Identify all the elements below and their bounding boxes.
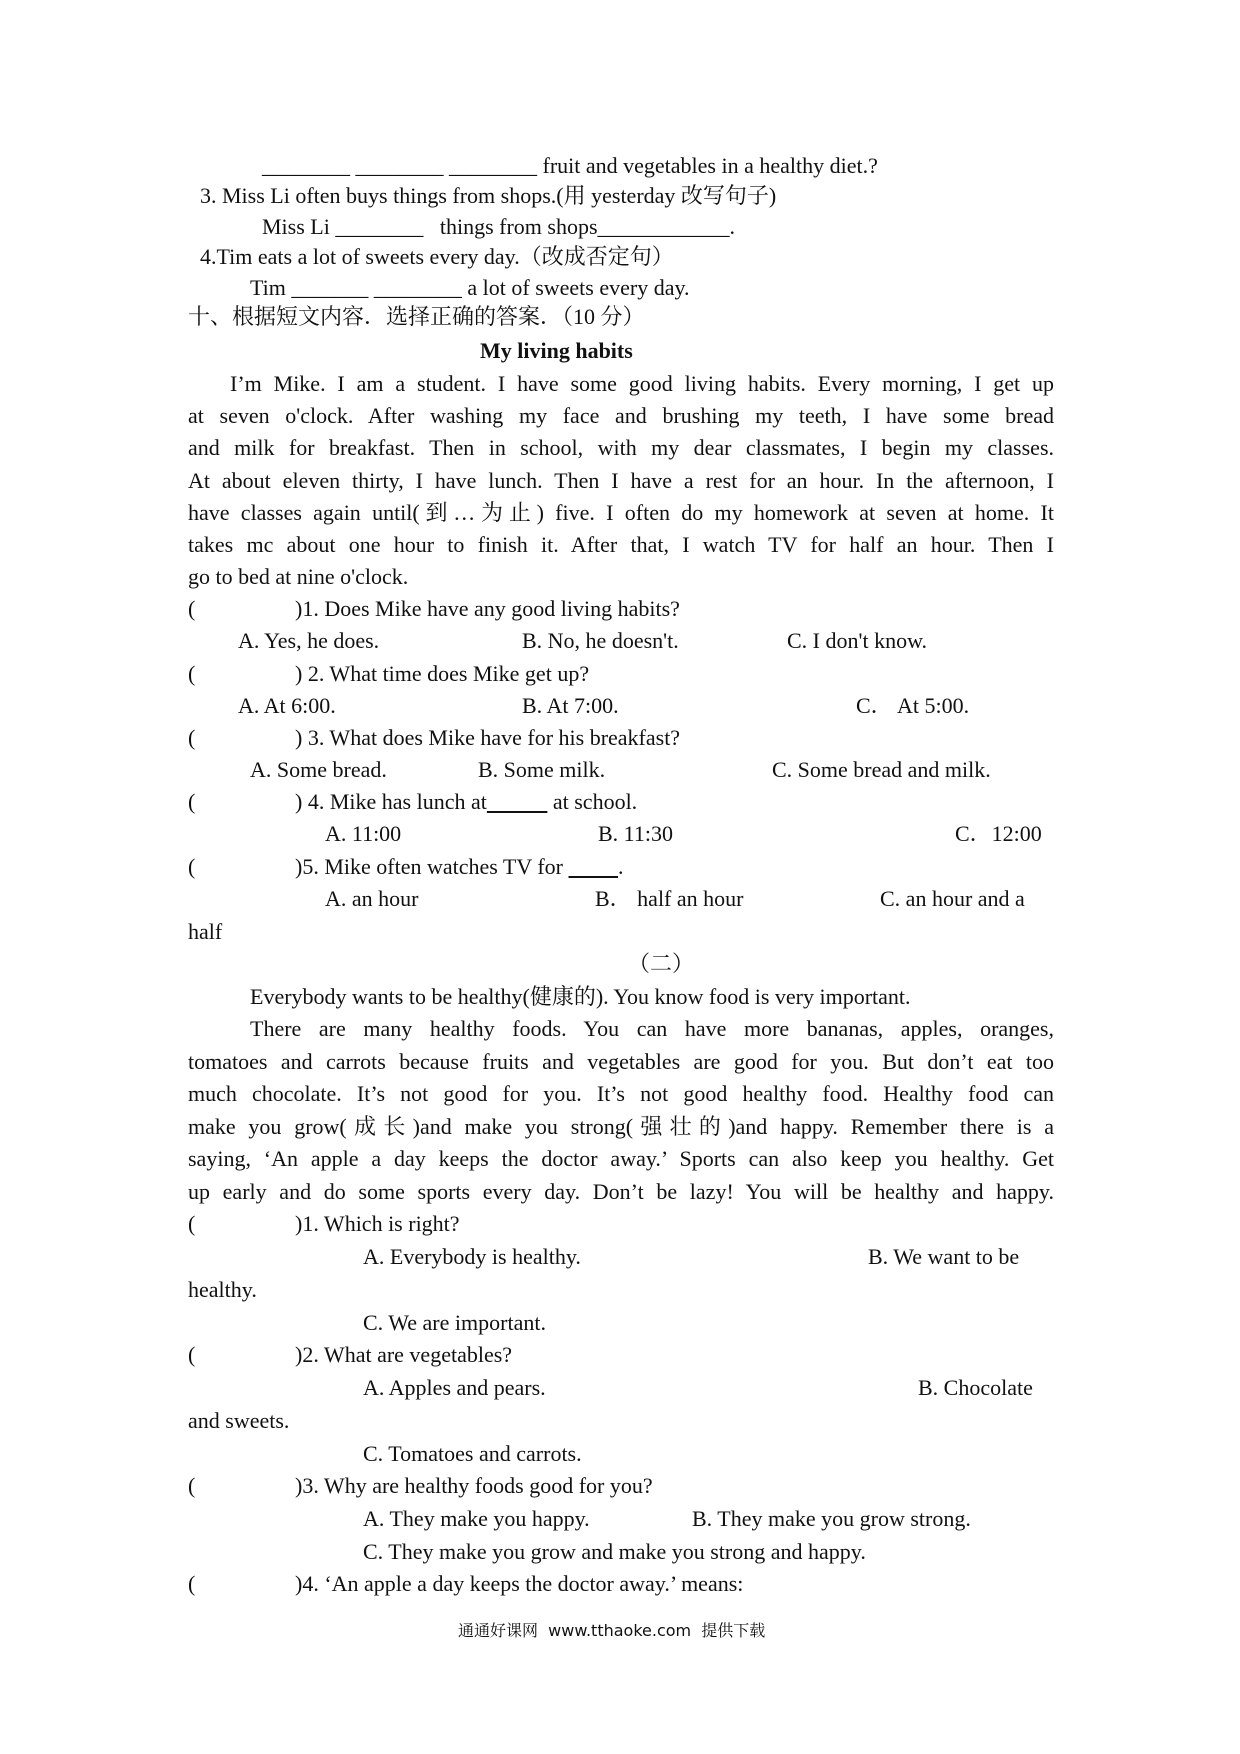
option-c: C. They make you grow and make you strong and happy. xyxy=(363,1539,866,1564)
option-a: A. 11:00 xyxy=(325,821,402,846)
option-a: A. They make you happy. xyxy=(363,1506,590,1531)
option-c: C. I don't know. xyxy=(787,628,928,653)
answer-paren: ( xyxy=(188,854,196,879)
answer-paren: ( xyxy=(188,1342,196,1367)
answer-blank xyxy=(487,789,548,814)
answer-paren: ( xyxy=(188,661,196,686)
question-text: ) 3. What does Mike have for his breakfast? xyxy=(295,725,681,750)
answer-paren: ( xyxy=(188,725,196,750)
answer-paren: ( xyxy=(188,596,196,621)
passage-line: Everybody wants to be healthy(健康的). You know food is very important. xyxy=(250,984,911,1009)
option-c: C. We are important. xyxy=(363,1310,546,1335)
option-c-continued: half xyxy=(188,919,223,944)
answer-paren: ( xyxy=(188,1473,196,1498)
question-text: )1. Which is right? xyxy=(295,1211,460,1236)
passage-title: My living habits xyxy=(480,338,633,363)
option-c: C． At 5:00. xyxy=(856,693,970,718)
passage-line: have classes again until(到…为止) five. I often do my homework at seven at home. It xyxy=(188,500,1054,525)
passage-line: go to bed at nine o'clock. xyxy=(188,564,409,589)
question-text: )3. Why are healthy foods good for you? xyxy=(295,1473,653,1498)
rewrite-line-2: ________ ________ ________ fruit and vegetables in a healthy diet.? xyxy=(262,153,878,178)
option-a: A. Yes, he does. xyxy=(238,628,380,653)
option-a: A. an hour xyxy=(325,886,419,911)
passage-line: At about eleven thirty, I have lunch. Then I have a rest for an hour. In the afternoon, I xyxy=(188,468,1054,493)
question-3: 3. Miss Li often buys things from shops.(用 yesterday 改写句子) xyxy=(200,183,777,208)
passage-line: and milk for breakfast. Then in school, with my dear classmates, I begin my classes. xyxy=(188,435,1054,460)
passage-line: saying, ‘An apple a day keeps the doctor away.’ Sports can also keep you healthy. Get xyxy=(188,1146,1054,1171)
passage-line: takes mc about one hour to finish it. After that, I watch TV for half an hour. Then I xyxy=(188,532,1054,557)
question-text: )2. What are vegetables? xyxy=(295,1342,513,1367)
answer-paren: ( xyxy=(188,1211,196,1236)
passage-line: There are many healthy foods. You can have more bananas, apples, oranges, xyxy=(250,1016,1054,1041)
option-c: C. Some bread and milk. xyxy=(772,757,991,782)
question-text: )4. ‘An apple a day keeps the doctor away.’ means: xyxy=(295,1571,744,1596)
option-b: B． half an hour xyxy=(595,886,744,911)
option-b: B. At 7:00. xyxy=(522,693,619,718)
option-a: A. Everybody is healthy. xyxy=(363,1244,581,1269)
passage-line: much chocolate. It’s not good for you. It’s not good healthy food. Healthy food can xyxy=(188,1081,1054,1106)
question-4: 4.Tim eats a lot of sweets every day.（改成否定句） xyxy=(200,244,674,269)
option-b: B. They make you grow strong. xyxy=(692,1506,971,1531)
question-text: )5. Mike often watches TV for . xyxy=(295,854,624,879)
question-text: )1. Does Mike have any good living habits? xyxy=(295,596,680,621)
passage-line: at seven o'clock. After washing my face and brushing my teeth, I have some bread xyxy=(188,403,1054,428)
option-c: C．12:00 xyxy=(955,821,1042,846)
question-text: ) 2. What time does Mike get up? xyxy=(295,661,590,686)
section-heading: 十、根据短文内容．选择正确的答案．（10 分） xyxy=(188,304,645,329)
question-3-answer: Miss Li ________ things from shops____________. xyxy=(262,214,736,239)
question-4-answer: Tim _______ ________ a lot of sweets every day. xyxy=(250,275,690,300)
option-b-continued: healthy. xyxy=(188,1277,257,1302)
answer-blank xyxy=(569,854,619,879)
part-heading: （二） xyxy=(628,951,695,976)
answer-paren: ( xyxy=(188,1571,196,1596)
passage-line: make you grow(成长)and make you strong(强壮的)and happy. Remember there is a xyxy=(188,1114,1054,1139)
page-footer: 通通好课网 www.tthaoke.com 提供下载 xyxy=(458,1621,766,1640)
option-c: C. Tomatoes and carrots. xyxy=(363,1441,582,1466)
option-b: B. Chocolate xyxy=(918,1375,1033,1400)
answer-paren: ( xyxy=(188,789,196,814)
option-b-continued: and sweets. xyxy=(188,1408,290,1433)
option-b: B. Some milk. xyxy=(478,757,606,782)
passage-line: I’m Mike. I am a student. I have some good living habits. Every morning, I get up xyxy=(230,371,1054,396)
option-b: B. We want to be xyxy=(868,1244,1020,1269)
question-text: ) 4. Mike has lunch at at school. xyxy=(295,789,638,814)
option-a: A. Apples and pears. xyxy=(363,1375,546,1400)
option-c: C. an hour and a xyxy=(880,886,1025,911)
option-a: A. At 6:00. xyxy=(238,693,336,718)
passage-line: tomatoes and carrots because fruits and vegetables are good for you. But don’t eat too xyxy=(188,1049,1054,1074)
option-b: B. 11:30 xyxy=(598,821,673,846)
passage-line: up early and do some sports every day. Don’t be lazy! You will be healthy and happy. xyxy=(188,1179,1054,1204)
option-a: A. Some bread. xyxy=(250,757,387,782)
option-b: B. No, he doesn't. xyxy=(522,628,679,653)
